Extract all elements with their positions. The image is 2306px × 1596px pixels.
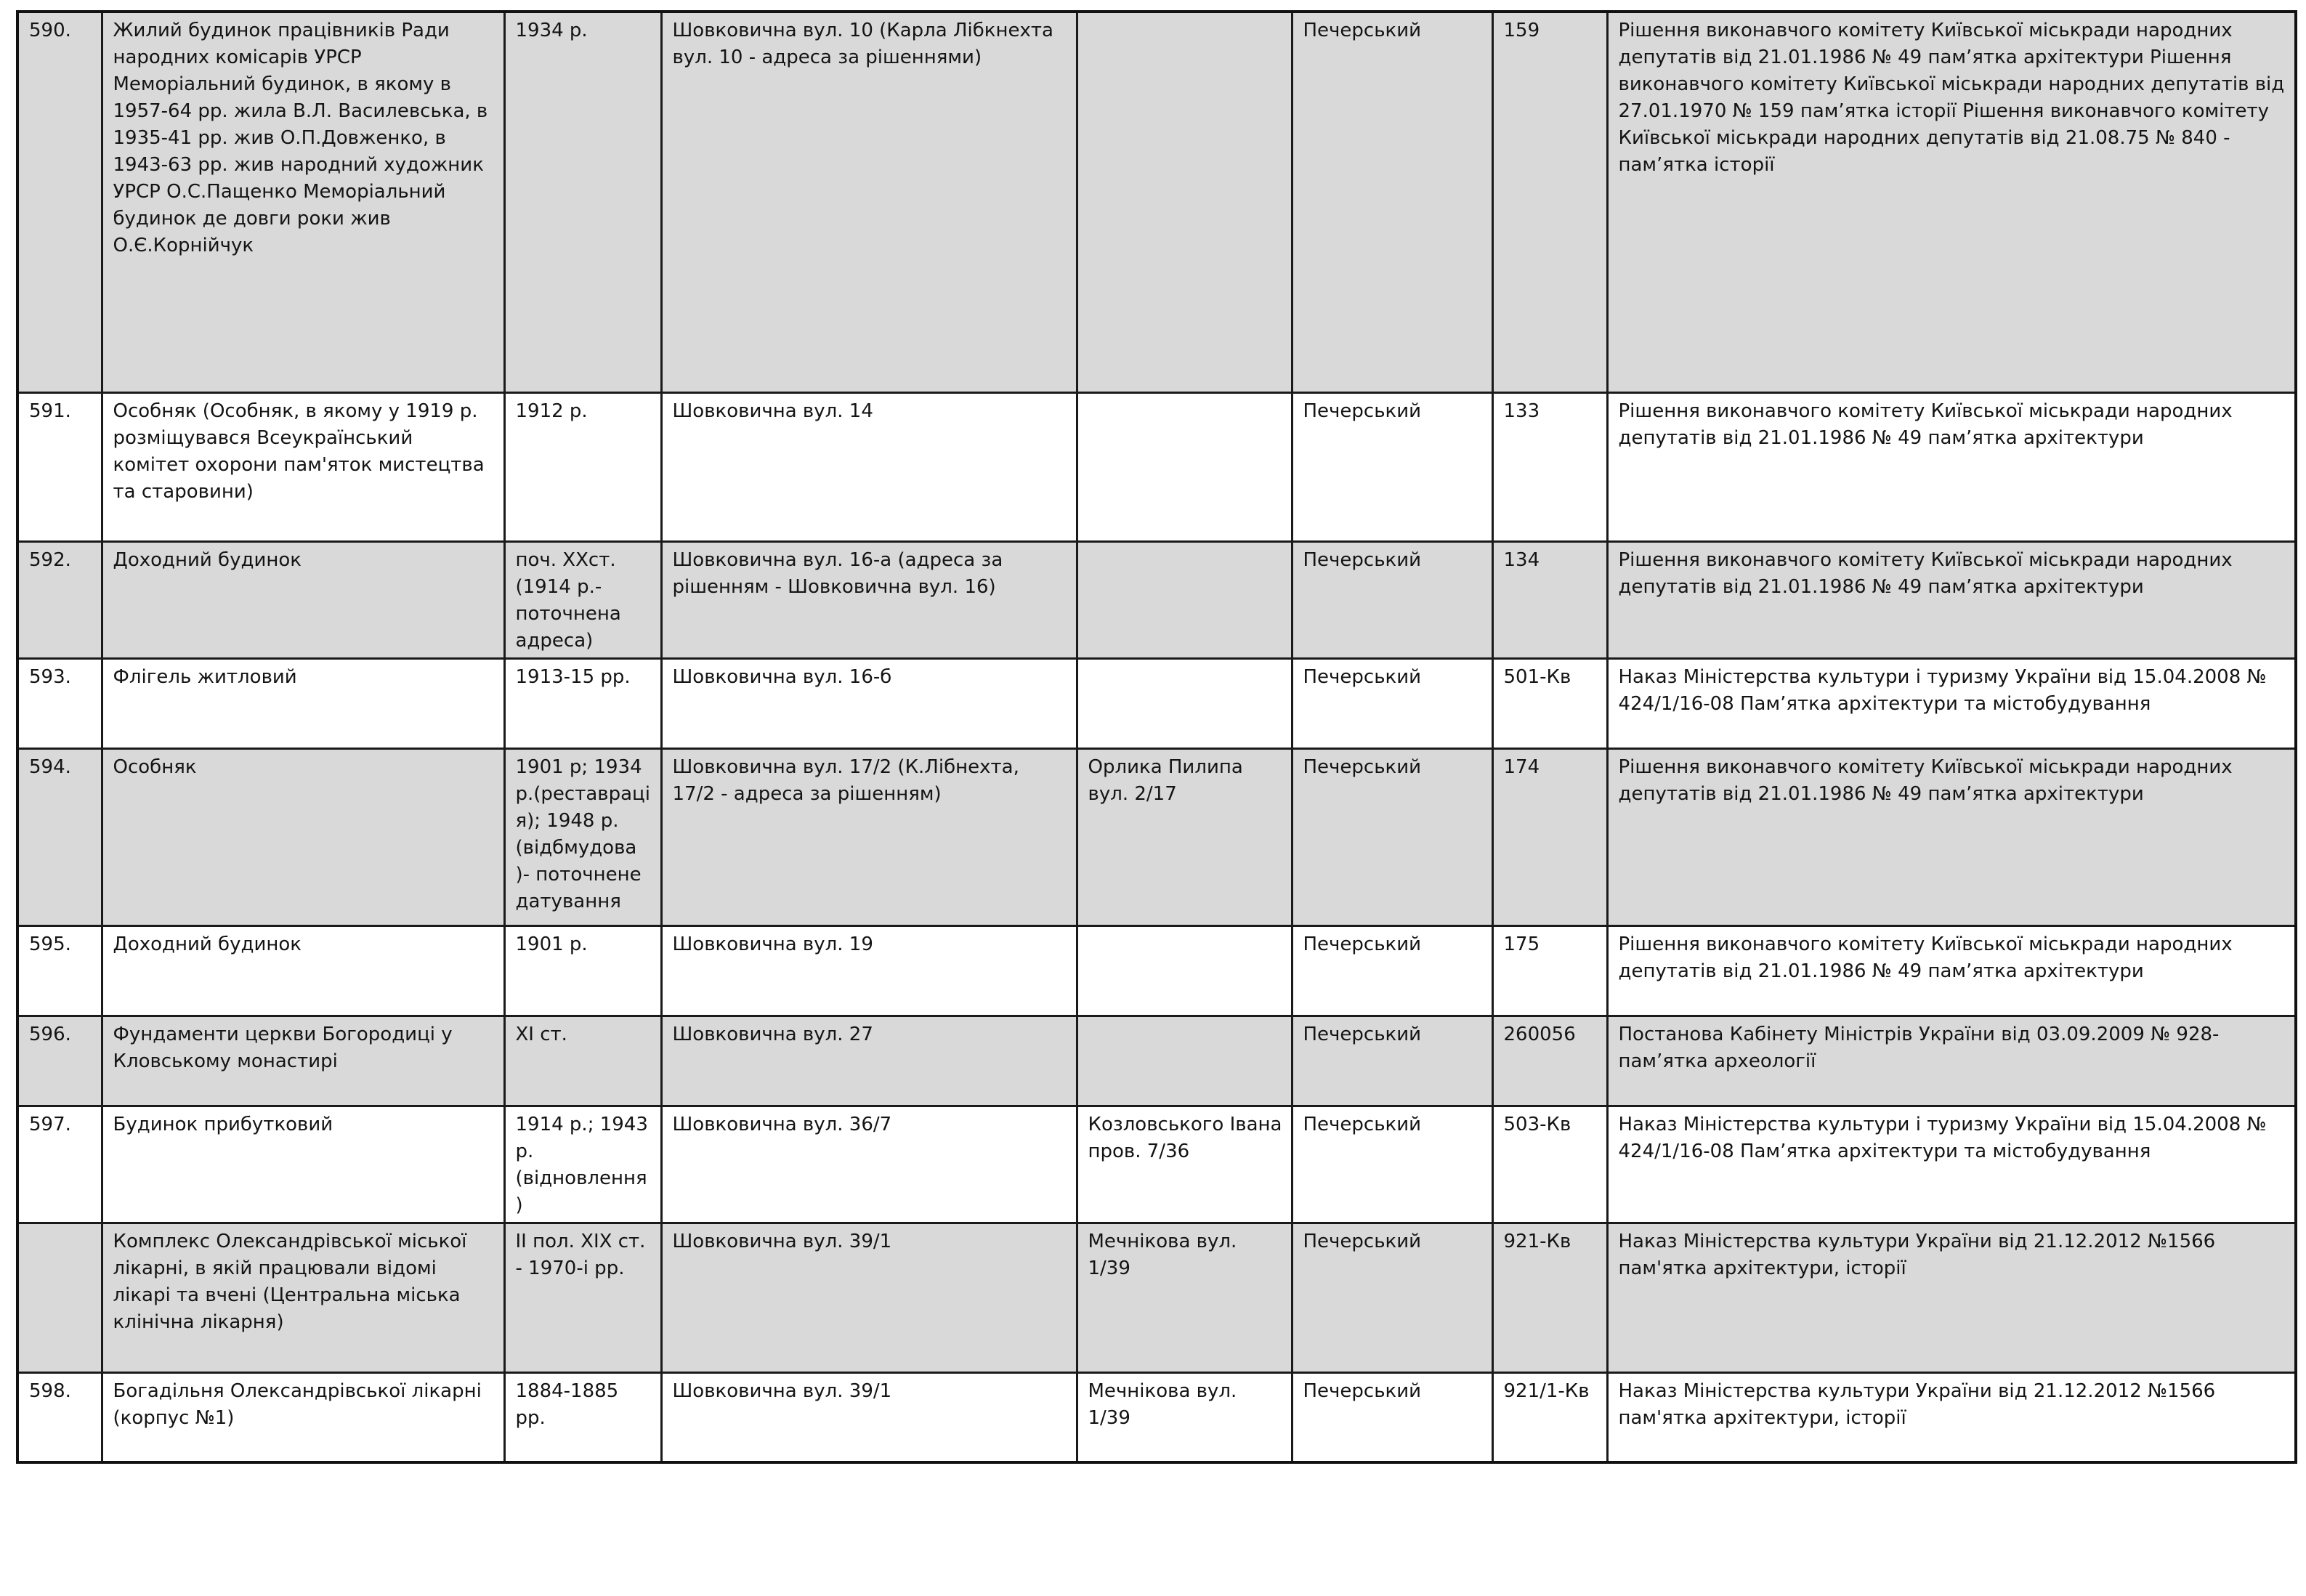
- cell-registration-number: 503-Кв: [1492, 1106, 1607, 1223]
- cell-decision: Рішення виконавчого комітету Київської міськради народних депутатів від 21.01.1986 № 49 пам’ятка архітектури: [1607, 541, 2296, 658]
- cell-decision: Рішення виконавчого комітету Київської міськради народних депутатів від 21.01.1986 № 49 пам’ятка архітектури: [1607, 748, 2296, 925]
- cell-alt-address: Орлика Пилипа вул. 2/17: [1077, 748, 1292, 925]
- cell-address: Шовковична вул. 36/7: [661, 1106, 1077, 1223]
- table-row: [17, 748, 2296, 925]
- cell-address: Шовковична вул. 14: [661, 392, 1077, 541]
- cell-district: Печерський: [1292, 1016, 1492, 1106]
- cell-number: 595.: [17, 925, 102, 1016]
- cell-address: Шовковична вул. 16-а (адреса за рішенням - Шовковична вул. 16): [661, 541, 1077, 658]
- cell-number: 593.: [17, 658, 102, 748]
- cell-alt-address: [1077, 541, 1292, 658]
- cell-number: 590.: [17, 12, 102, 392]
- table-row: [17, 12, 2296, 392]
- cell-registration-number: 501-Кв: [1492, 658, 1607, 748]
- cell-registration-number: 133: [1492, 392, 1607, 541]
- table-row: [17, 925, 2296, 1016]
- cell-decision: Наказ Міністерства культури України від 21.12.2012 №1566 пам'ятка архітектури, історії: [1607, 1372, 2296, 1462]
- cell-registration-number: 921-Кв: [1492, 1223, 1607, 1372]
- cell-number: 591.: [17, 392, 102, 541]
- monuments-table: [16, 10, 2297, 1464]
- cell-name: Флігель житловий: [102, 658, 504, 748]
- cell-alt-address: Мечнікова вул. 1/39: [1077, 1372, 1292, 1462]
- cell-alt-address: [1077, 1016, 1292, 1106]
- cell-registration-number: 134: [1492, 541, 1607, 658]
- cell-registration-number: 921/1-Кв: [1492, 1372, 1607, 1462]
- cell-name: Особняк: [102, 748, 504, 925]
- cell-district: Печерський: [1292, 1372, 1492, 1462]
- cell-decision: Наказ Міністерства культури України від 21.12.2012 №1566 пам'ятка архітектури, історії: [1607, 1223, 2296, 1372]
- cell-alt-address: Мечнікова вул. 1/39: [1077, 1223, 1292, 1372]
- table-row: [17, 658, 2296, 748]
- cell-name: Богадільня Олександрівської лікарні (корпус №1): [102, 1372, 504, 1462]
- cell-name: Жилий будинок працівників Ради народних комісарів УРСР Меморіальний будинок, в якому в 1957-64 рр. жила В.Л. Василевська, в 1935-41 рр. жив О.П.Довженко, в 1943-63 рр. жив народний художник УРСР О.С.Пащенко Меморіальний будинок де довги роки жив О.Є.Корнійчук: [102, 12, 504, 392]
- cell-district: Печерський: [1292, 392, 1492, 541]
- cell-registration-number: 175: [1492, 925, 1607, 1016]
- cell-address: Шовковична вул. 39/1: [661, 1372, 1077, 1462]
- cell-date: поч. ХХст. (1914 р.- поточнена адреса): [504, 541, 661, 658]
- cell-date: 1913-15 рр.: [504, 658, 661, 748]
- cell-number: 594.: [17, 748, 102, 925]
- cell-alt-address: Козловського Івана пров. 7/36: [1077, 1106, 1292, 1223]
- cell-date: 1901 р; 1934 р.(реставраці я); 1948 р.(відбмудова )- поточнене датування: [504, 748, 661, 925]
- cell-date: ІІ пол. ХІХ ст. - 1970-і рр.: [504, 1223, 661, 1372]
- cell-address: Шовковична вул. 17/2 (К.Лібнехта, 17/2 - адреса за рішенням): [661, 748, 1077, 925]
- cell-name: Особняк (Особняк, в якому у 1919 р. розміщувався Всеукраїнський комітет охорони пам'яток мистецтва та старовини): [102, 392, 504, 541]
- cell-registration-number: 174: [1492, 748, 1607, 925]
- cell-address: Шовковична вул. 39/1: [661, 1223, 1077, 1372]
- cell-address: Шовковична вул. 16-б: [661, 658, 1077, 748]
- table-row: [17, 1372, 2296, 1462]
- cell-decision: Рішення виконавчого комітету Київської міськради народних депутатів від 21.01.1986 № 49 пам’ятка архітектури Рішення виконавчого комітету Київської міськради народних депутатів від 27.01.1970 № 159 пам’ятка історії Рішення виконавчого комітету Київської міськради народних депутатів від 21.08.75 № 840 - пам’ятка історії: [1607, 12, 2296, 392]
- cell-address: Шовковична вул. 19: [661, 925, 1077, 1016]
- cell-district: Печерський: [1292, 1106, 1492, 1223]
- cell-registration-number: 260056: [1492, 1016, 1607, 1106]
- cell-date: 1934 р.: [504, 12, 661, 392]
- cell-alt-address: [1077, 925, 1292, 1016]
- cell-number: 597.: [17, 1106, 102, 1223]
- cell-district: Печерський: [1292, 658, 1492, 748]
- table-row: [17, 392, 2296, 541]
- cell-district: Печерський: [1292, 541, 1492, 658]
- cell-address: Шовковична вул. 27: [661, 1016, 1077, 1106]
- cell-decision: Рішення виконавчого комітету Київської міськради народних депутатів від 21.01.1986 № 49 пам’ятка архітектури: [1607, 925, 2296, 1016]
- cell-name: Будинок прибутковий: [102, 1106, 504, 1223]
- cell-name: Комплекс Олександрівської міської лікарні, в якій працювали відомі лікарі та вчені (Центральна міська клінічна лікарня): [102, 1223, 504, 1372]
- cell-district: Печерський: [1292, 925, 1492, 1016]
- cell-date: 1914 р.; 1943 р. (відновлення): [504, 1106, 661, 1223]
- cell-district: Печерський: [1292, 1223, 1492, 1372]
- cell-district: Печерський: [1292, 748, 1492, 925]
- cell-alt-address: [1077, 12, 1292, 392]
- cell-decision: Постанова Кабінету Міністрів України від 03.09.2009 № 928- пам’ятка археології: [1607, 1016, 2296, 1106]
- cell-address: Шовковична вул. 10 (Карла Лібкнехта вул. 10 - адреса за рішеннями): [661, 12, 1077, 392]
- table-row: [17, 1223, 2296, 1372]
- cell-decision: Наказ Міністерства культури і туризму України від 15.04.2008 № 424/1/16-08 Пам’ятка архітектури та містобудування: [1607, 658, 2296, 748]
- cell-number: 592.: [17, 541, 102, 658]
- cell-date: 1884-1885 рр.: [504, 1372, 661, 1462]
- cell-decision: Рішення виконавчого комітету Київської міськради народних депутатів від 21.01.1986 № 49 пам’ятка архітектури: [1607, 392, 2296, 541]
- cell-alt-address: [1077, 392, 1292, 541]
- cell-district: Печерський: [1292, 12, 1492, 392]
- cell-decision: Наказ Міністерства культури і туризму України від 15.04.2008 № 424/1/16-08 Пам’ятка архітектури та містобудування: [1607, 1106, 2296, 1223]
- cell-name: Доходний будинок: [102, 541, 504, 658]
- cell-number: 596.: [17, 1016, 102, 1106]
- cell-alt-address: [1077, 658, 1292, 748]
- cell-number: 598.: [17, 1372, 102, 1462]
- cell-name: Доходний будинок: [102, 925, 504, 1016]
- table-row: [17, 541, 2296, 658]
- cell-date: 1912 р.: [504, 392, 661, 541]
- cell-date: 1901 р.: [504, 925, 661, 1016]
- cell-date: XI ст.: [504, 1016, 661, 1106]
- cell-name: Фундаменти церкви Богородиці у Кловському монастирі: [102, 1016, 504, 1106]
- table-row: [17, 1016, 2296, 1106]
- table-row: [17, 1106, 2296, 1223]
- cell-registration-number: 159: [1492, 12, 1607, 392]
- cell-number: [17, 1223, 102, 1372]
